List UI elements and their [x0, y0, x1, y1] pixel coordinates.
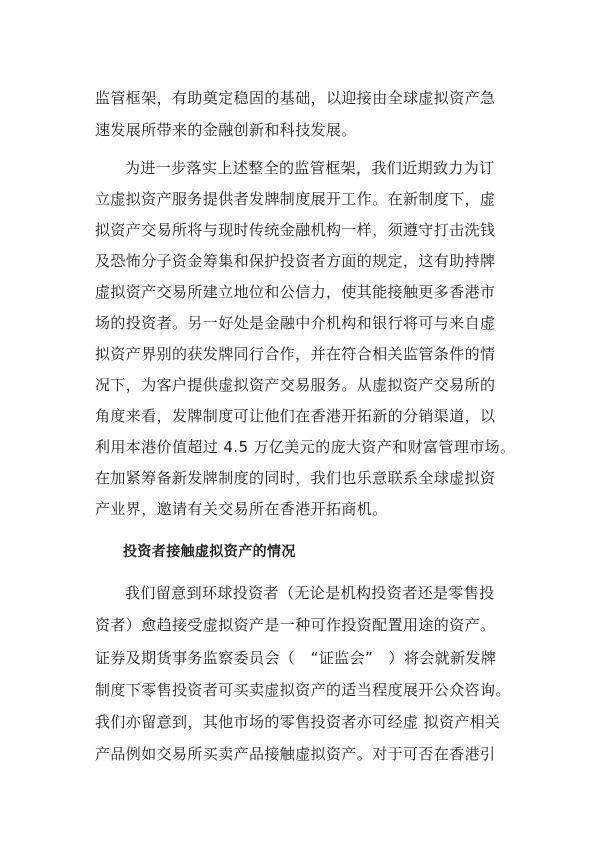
text-line: 利用本港价值超过 4.5 万亿美元的庞大资产和财富管理市场。 — [95, 438, 516, 456]
text-line: 监管框架，有助奠定稳固的基础，以迎接由全球虚拟资产急 — [95, 89, 496, 107]
text-line: 资者）愈趋接受虚拟资产是一种可作投资配置用途的资产。 — [95, 616, 496, 634]
text-line: 虚拟资产交易所建立地位和公信力，使其能接触更多香港市 — [95, 283, 496, 301]
text-line: 速发展所带来的金融创新和科技发展。 — [95, 121, 357, 139]
text-line: 场的投资者。另一好处是金融中介机构和银行将可与来自虚 — [95, 314, 496, 332]
text-line: 产品例如交易所买卖产品接触虚拟资产。对于可否在香港引 — [95, 745, 496, 763]
text-line: 立虚拟资产服务提供者发牌制度展开工作。在新制度下，虚 — [95, 190, 496, 208]
text-line: 产业界，邀请有关交易所在香港开拓商机。 — [95, 500, 388, 518]
text-line: 拟资产界别的获发牌同行合作，并在符合相关监管条件的情 — [95, 345, 496, 363]
text-line: 况下，为客户提供虚拟资产交易服务。从虚拟资产交易所的 — [95, 376, 496, 394]
text-line: 在加紧筹备新发牌制度的同时，我们也乐意联系全球虚拟资 — [95, 469, 496, 487]
text-line: 及恐怖分子资金筹集和保护投资者方面的规定，这有助持牌 — [95, 252, 496, 270]
text-line: 证券及期货事务监察委员会（ “证监会” ）将会就新发牌 — [95, 649, 497, 667]
paragraph-first-line: 为进一步落实上述整全的监管框架，我们近期致力为订 — [125, 159, 495, 177]
text-line: 制度下零售投资者可买卖虚拟资产的适当程度展开公众咨询。 — [95, 681, 511, 699]
text-line: 角度来看，发牌制度可让他们在香港开拓新的分销渠道，以 — [95, 407, 496, 425]
text-line: 拟资产交易所将与现时传统金融机构一样，须遵守打击洗钱 — [95, 221, 496, 239]
text-line: 我们亦留意到，其他市场的零售投资者亦可经虚 拟资产相关 — [95, 713, 501, 731]
section-heading: 投资者接触虚拟资产的情况 — [123, 544, 296, 560]
paragraph-first-line: 我们留意到环球投资者（无论是机构投资者还是零售投 — [125, 584, 495, 602]
